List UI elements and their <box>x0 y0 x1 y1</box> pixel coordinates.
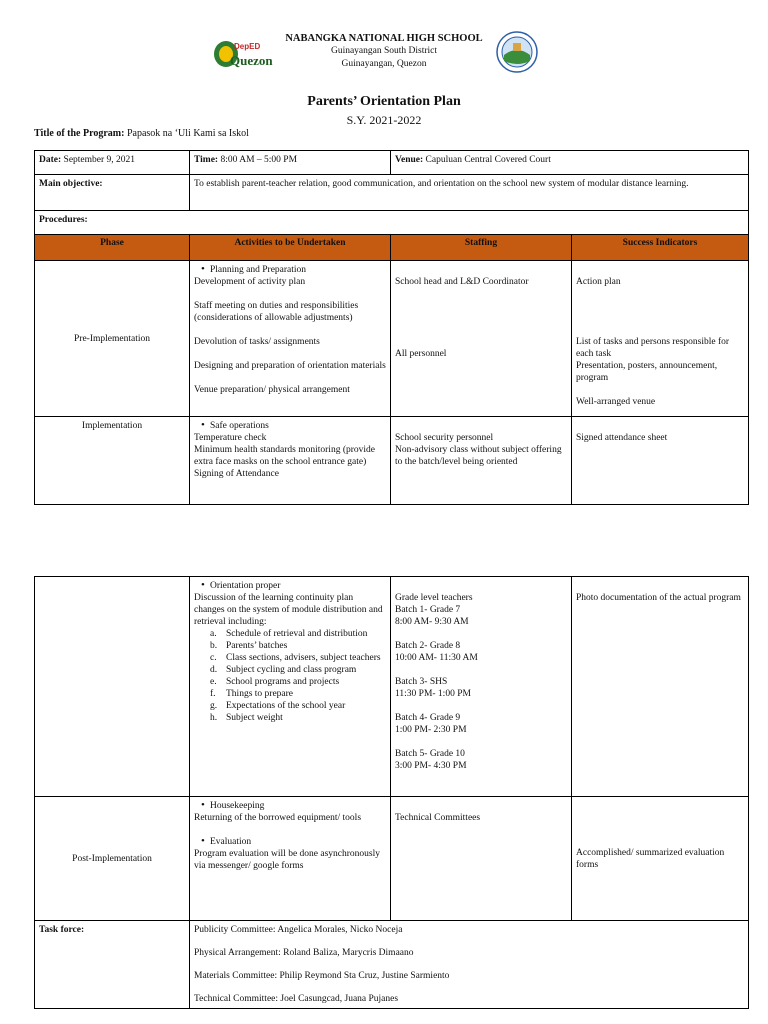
school-year: S.Y. 2021-2022 <box>346 113 422 127</box>
orientation-topic-letter: f. <box>210 689 216 699</box>
post-activities <box>190 797 391 921</box>
batch-name: Batch 3- SHS <box>395 677 448 687</box>
implementation-row <box>35 417 749 505</box>
impl-activities <box>190 417 391 505</box>
logo-main-text: Quezon <box>230 53 273 68</box>
objective-value: To establish parent-teacher relation, good communication, and orientation on the school new system of modular distance learning. <box>190 175 749 211</box>
time-value: 8:00 AM – 5:00 PM <box>220 155 298 165</box>
impl-bullet: • Safe operations <box>194 420 386 432</box>
impl-staff-1: School security personnel <box>395 433 494 443</box>
orientation-topic-text: Things to prepare <box>226 689 294 699</box>
batch-name: Batch 4- Grade 9 <box>395 713 461 723</box>
deped-quezon-logo <box>212 38 276 70</box>
pre-staff-1: School head and L&D Coordinator <box>395 277 529 287</box>
orientation-bullet: • Orientation proper <box>194 580 386 592</box>
impl-activity-1: Temperature check <box>194 433 267 443</box>
batch-time: 3:00 PM- 4:30 PM <box>395 761 467 771</box>
batch-item <box>395 676 567 700</box>
orientation-topic-item <box>194 712 386 724</box>
orientation-topic-letter: a. <box>210 629 217 639</box>
taskforce-row <box>35 921 749 1009</box>
pre-indicator-4: Well-arranged venue <box>576 397 656 407</box>
school-name: NABANGKA NATIONAL HIGH SCHOOL <box>285 33 483 44</box>
phase-implementation: Implementation <box>35 417 190 505</box>
batch-name: Batch 5- Grade 10 <box>395 749 465 759</box>
batch-item <box>395 712 567 736</box>
school-location: Guinayangan, Quezon <box>341 59 427 69</box>
orientation-topic-letter: b. <box>210 641 218 651</box>
impl-activity-3: Signing of Attendance <box>194 469 279 479</box>
taskforce-label: Task force: <box>35 921 190 1009</box>
orientation-activities <box>190 577 391 797</box>
orientation-topic-item <box>194 628 386 640</box>
batch-time: 1:00 PM- 2:30 PM <box>395 725 467 735</box>
post-indicator-1: Accomplished/ summarized evaluation forms <box>576 847 725 870</box>
plan-table-page-1 <box>34 150 749 505</box>
pre-indicator-2: List of tasks and persons responsible for each task <box>576 337 730 359</box>
impl-activity-2: Minimum health standards monitoring (provide extra face masks on the school entrance gate) <box>194 445 376 467</box>
impl-indicator-1: Signed attendance sheet <box>576 433 668 443</box>
orientation-topic-letter: h. <box>210 713 218 723</box>
phase-pre-implementation: Pre-Implementation <box>35 261 190 417</box>
date-value: September 9, 2021 <box>63 155 136 165</box>
plan-table-page-2 <box>34 576 749 1009</box>
column-header-row <box>35 235 749 261</box>
col-header-staffing: Staffing <box>391 235 572 261</box>
orientation-topics-list <box>194 628 386 724</box>
logo-top-text: DepED <box>234 42 261 51</box>
objective-row <box>35 175 749 211</box>
school-seal-logo <box>496 31 538 73</box>
post-staff-1: Technical Committees <box>395 813 481 823</box>
batch-item <box>395 604 567 628</box>
batch-name: Batch 1- Grade 7 <box>395 605 461 615</box>
orientation-topic-letter: e. <box>210 677 217 687</box>
pre-indicators <box>572 261 749 417</box>
orientation-staffing <box>391 577 572 797</box>
batch-item <box>395 748 567 772</box>
batch-time: 10:00 AM- 11:30 AM <box>395 653 478 663</box>
taskforce-line: Technical Committee: Joel Casungcad, Juana Pujanes <box>194 994 399 1004</box>
pre-bullet: • Planning and Preparation <box>194 264 386 276</box>
taskforce-members <box>190 921 749 1009</box>
batch-list <box>395 604 567 772</box>
procedures-row <box>35 211 749 235</box>
orientation-staff-head: Grade level teachers <box>395 593 473 603</box>
venue-value: Capuluan Central Covered Court <box>425 155 551 165</box>
post-bullet-1: • Housekeeping <box>194 800 386 812</box>
pre-staff-2: All personnel <box>395 349 447 359</box>
info-row <box>35 151 749 175</box>
post-activity-2: Program evaluation will be done asynchronously via messenger/ google forms <box>194 849 381 871</box>
taskforce-line: Publicity Committee: Angelica Morales, Nicko Noceja <box>194 925 403 935</box>
pre-activity-1: Development of activity plan <box>194 277 306 287</box>
school-district: Guinayangan South District <box>330 46 438 56</box>
procedures-label: Procedures: <box>35 211 749 235</box>
taskforce-line: Physical Arrangement: Roland Baliza, Marycris Dimaano <box>194 948 414 958</box>
orientation-phase-cell <box>35 577 190 797</box>
orientation-topic-text: Subject weight <box>226 713 283 723</box>
batch-time: 11:30 PM- 1:00 PM <box>395 689 471 699</box>
col-header-phase: Phase <box>35 235 190 261</box>
pre-indicator-3: Presentation, posters, announcement, program <box>576 361 718 383</box>
pre-implementation-row <box>35 261 749 417</box>
orientation-topic-item <box>194 640 386 652</box>
impl-indicators <box>572 417 749 505</box>
orientation-topic-text: Subject cycling and class program <box>226 665 357 675</box>
orientation-topic-letter: d. <box>210 665 218 675</box>
orientation-intro: Discussion of the learning continuity plan changes on the system of module distribution and retrieval including: <box>194 593 383 627</box>
orientation-topic-text: Schedule of retrieval and distribution <box>226 629 368 639</box>
objective-label: Main objective: <box>35 175 190 211</box>
pre-activities <box>190 261 391 417</box>
venue-cell: Venue: Capuluan Central Covered Court <box>391 151 749 175</box>
orientation-row <box>35 577 749 797</box>
pre-indicator-1: Action plan <box>576 277 621 287</box>
orientation-topic-item <box>194 688 386 700</box>
orientation-topic-text: Expectations of the school year <box>226 701 346 711</box>
col-header-activities: Activities to be Undertaken <box>190 235 391 261</box>
orientation-topic-letter: g. <box>210 701 218 711</box>
orientation-topic-text: Parents’ batches <box>226 641 288 651</box>
pre-activity-2: Staff meeting on duties and responsibilities (considerations of allowable adjustments) <box>194 301 359 323</box>
orientation-topic-text: Class sections, advisers, subject teachers <box>226 653 381 663</box>
taskforce-line: Materials Committee: Philip Reymond Sta Cruz, Justine Sarmiento <box>194 971 450 981</box>
date-cell: Date: September 9, 2021 <box>35 151 190 175</box>
pre-activity-5: Venue preparation/ physical arrangement <box>194 385 350 395</box>
orientation-topic-item <box>194 652 386 664</box>
phase-post-implementation: Post-Implementation <box>35 797 190 921</box>
orientation-topic-letter: c. <box>210 653 217 663</box>
program-label: Title of the Program: <box>34 128 125 139</box>
post-implementation-row <box>35 797 749 921</box>
document-title: Parents’ Orientation Plan <box>307 94 461 109</box>
pre-activity-3: Devolution of tasks/ assignments <box>194 337 320 347</box>
orientation-topic-item <box>194 700 386 712</box>
pre-activity-4: Designing and preparation of orientation materials <box>194 361 386 371</box>
impl-staff-2: Non-advisory class without subject offering to the batch/level being oriented <box>395 445 562 467</box>
orientation-topic-text: School programs and projects <box>226 677 340 687</box>
program-title-line <box>34 128 249 139</box>
post-indicators <box>572 797 749 921</box>
col-header-indicators: Success Indicators <box>572 235 749 261</box>
orientation-topic-item <box>194 676 386 688</box>
batch-time: 8:00 AM- 9:30 AM <box>395 617 469 627</box>
orientation-indicators <box>572 577 749 797</box>
batch-item <box>395 640 567 664</box>
batch-name: Batch 2- Grade 8 <box>395 641 461 651</box>
pre-staffing <box>391 261 572 417</box>
post-bullet-2: • Evaluation <box>194 836 386 848</box>
program-value: Papasok na ‘Uli Kami sa Iskol <box>126 128 249 139</box>
post-staffing <box>391 797 572 921</box>
impl-staffing <box>391 417 572 505</box>
post-activity-1: Returning of the borrowed equipment/ tools <box>194 813 362 823</box>
orientation-topic-item <box>194 664 386 676</box>
orientation-indicator: Photo documentation of the actual program <box>576 593 741 603</box>
time-cell: Time: 8:00 AM – 5:00 PM <box>190 151 391 175</box>
school-header <box>278 32 490 71</box>
